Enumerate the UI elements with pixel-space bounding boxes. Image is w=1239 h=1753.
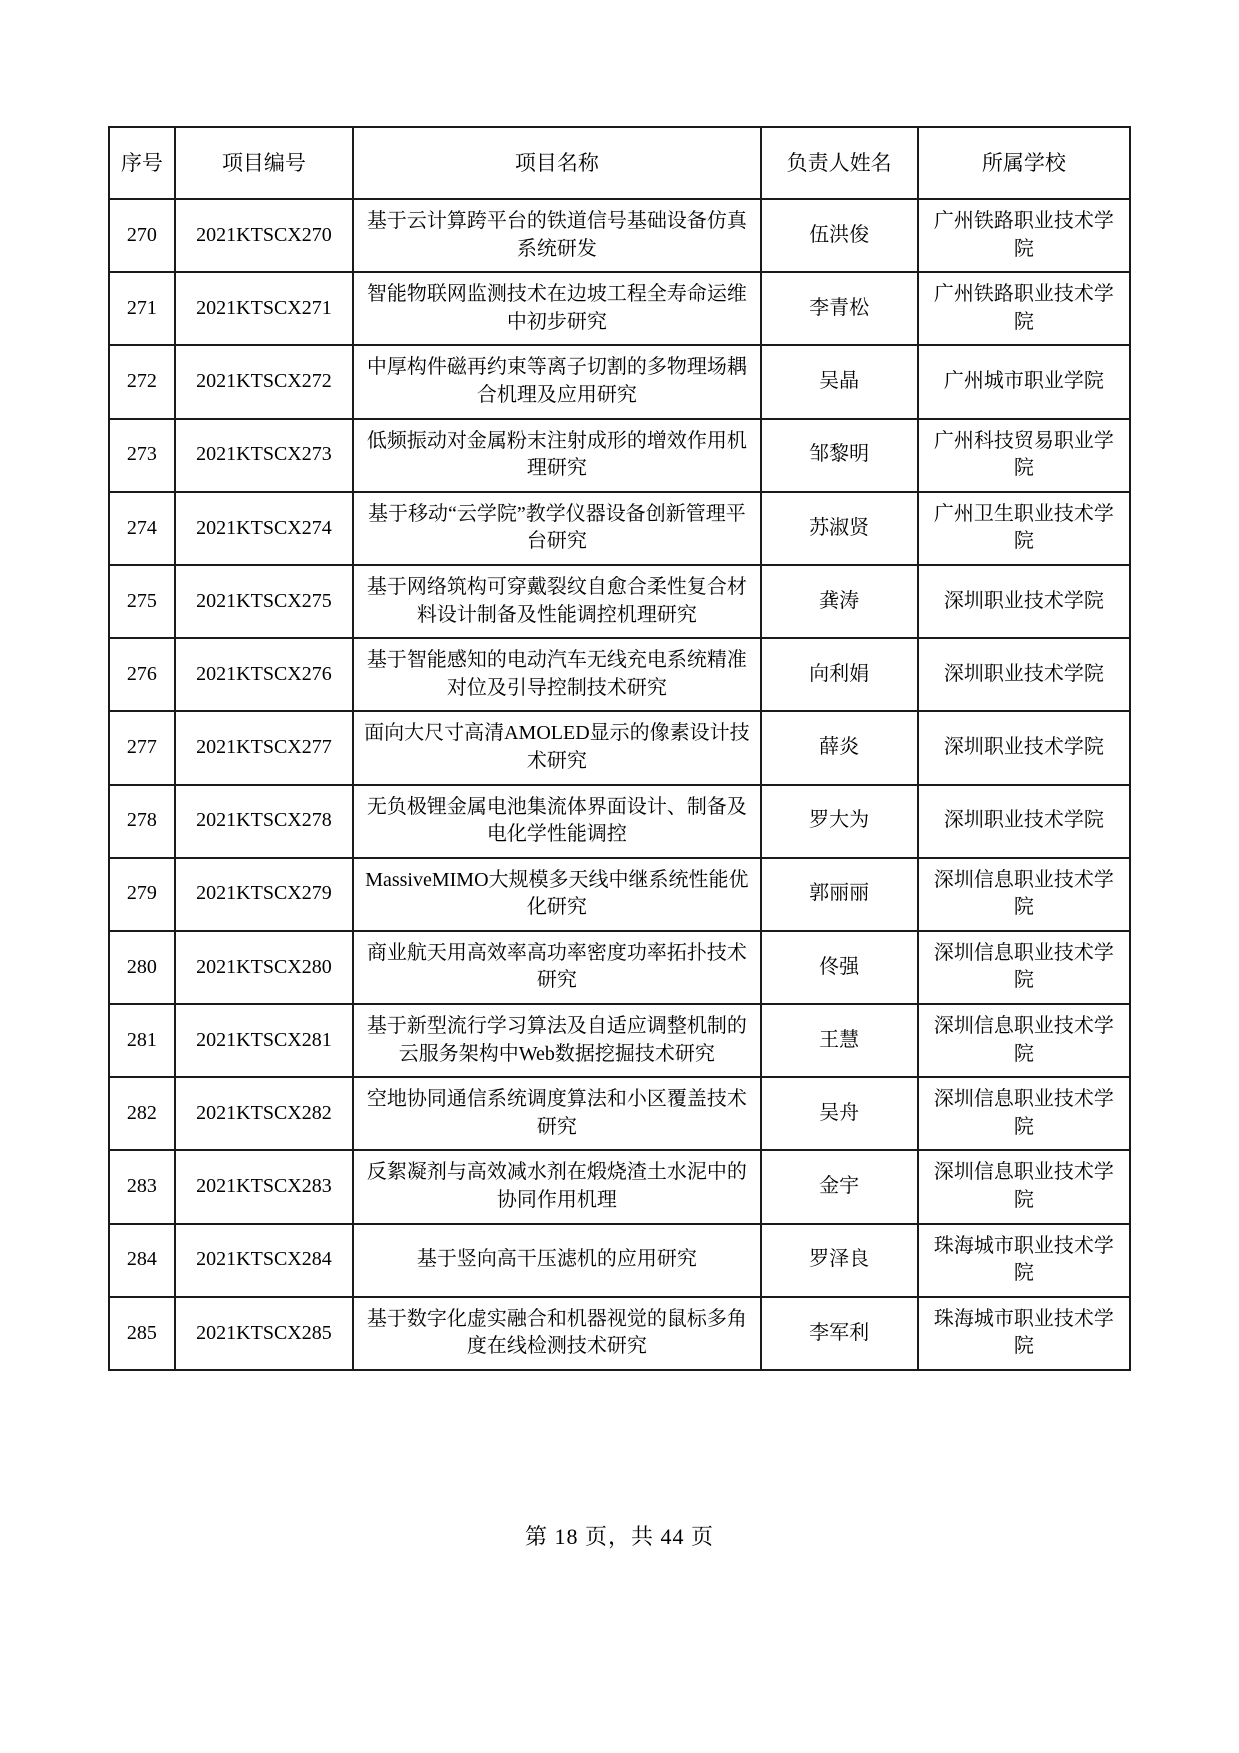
table-row <box>109 785 1130 858</box>
table-row <box>109 272 1130 345</box>
cell-leader: 罗泽良 <box>761 1224 918 1297</box>
cell-name: 中厚构件磁再约束等离子切割的多物理场耦合机理及应用研究 <box>353 345 761 418</box>
cell-leader: 金宇 <box>761 1150 918 1223</box>
cell-name: 基于云计算跨平台的铁道信号基础设备仿真系统研发 <box>353 199 761 272</box>
table-row <box>109 931 1130 1004</box>
cell-leader: 薛炎 <box>761 711 918 784</box>
cell-name: 基于新型流行学习算法及自适应调整机制的云服务架构中Web数据挖掘技术研究 <box>353 1004 761 1077</box>
table-row <box>109 1077 1130 1150</box>
cell-name: 基于网络筑构可穿戴裂纹自愈合柔性复合材料设计制备及性能调控机理研究 <box>353 565 761 638</box>
cell-name: 反絮凝剂与高效减水剂在煅烧渣土水泥中的协同作用机理 <box>353 1150 761 1223</box>
cell-code: 2021KTSCX271 <box>175 272 353 345</box>
cell-school: 广州城市职业学院 <box>918 345 1130 418</box>
cell-seq: 285 <box>109 1297 175 1370</box>
cell-seq: 281 <box>109 1004 175 1077</box>
cell-leader: 佟强 <box>761 931 918 1004</box>
cell-school: 广州科技贸易职业学院 <box>918 419 1130 492</box>
cell-leader: 李军利 <box>761 1297 918 1370</box>
cell-leader: 向利娟 <box>761 638 918 711</box>
column-header-leader: 负责人姓名 <box>761 127 918 199</box>
cell-seq: 273 <box>109 419 175 492</box>
table-row <box>109 1004 1130 1077</box>
cell-seq: 282 <box>109 1077 175 1150</box>
table-row <box>109 858 1130 931</box>
cell-leader: 李青松 <box>761 272 918 345</box>
project-list-table <box>108 126 1131 1371</box>
column-header-name: 项目名称 <box>353 127 761 199</box>
cell-code: 2021KTSCX279 <box>175 858 353 931</box>
cell-name: 面向大尺寸高清AMOLED显示的像素设计技术研究 <box>353 711 761 784</box>
cell-seq: 277 <box>109 711 175 784</box>
cell-leader: 王慧 <box>761 1004 918 1077</box>
table-row <box>109 711 1130 784</box>
table-row <box>109 1150 1130 1223</box>
cell-leader: 吴舟 <box>761 1077 918 1150</box>
column-header-seq: 序号 <box>109 127 175 199</box>
cell-school: 深圳信息职业技术学院 <box>918 931 1130 1004</box>
cell-school: 深圳信息职业技术学院 <box>918 1150 1130 1223</box>
cell-name: 智能物联网监测技术在边坡工程全寿命运维中初步研究 <box>353 272 761 345</box>
cell-code: 2021KTSCX284 <box>175 1224 353 1297</box>
cell-seq: 283 <box>109 1150 175 1223</box>
cell-school: 深圳信息职业技术学院 <box>918 1004 1130 1077</box>
cell-code: 2021KTSCX270 <box>175 199 353 272</box>
cell-code: 2021KTSCX274 <box>175 492 353 565</box>
cell-code: 2021KTSCX277 <box>175 711 353 784</box>
table-header-row <box>109 127 1130 199</box>
cell-seq: 276 <box>109 638 175 711</box>
cell-name: 空地协同通信系统调度算法和小区覆盖技术研究 <box>353 1077 761 1150</box>
cell-name: 商业航天用高效率高功率密度功率拓扑技术研究 <box>353 931 761 1004</box>
cell-school: 深圳职业技术学院 <box>918 711 1130 784</box>
cell-leader: 罗大为 <box>761 785 918 858</box>
cell-code: 2021KTSCX285 <box>175 1297 353 1370</box>
cell-code: 2021KTSCX281 <box>175 1004 353 1077</box>
cell-seq: 280 <box>109 931 175 1004</box>
table-row <box>109 345 1130 418</box>
cell-leader: 吴晶 <box>761 345 918 418</box>
cell-school: 珠海城市职业技术学院 <box>918 1297 1130 1370</box>
table-body <box>109 199 1130 1370</box>
table-row <box>109 638 1130 711</box>
cell-leader: 郭丽丽 <box>761 858 918 931</box>
cell-leader: 伍洪俊 <box>761 199 918 272</box>
cell-school: 深圳职业技术学院 <box>918 565 1130 638</box>
cell-code: 2021KTSCX273 <box>175 419 353 492</box>
cell-name: 无负极锂金属电池集流体界面设计、制备及电化学性能调控 <box>353 785 761 858</box>
cell-name: 基于数字化虚实融合和机器视觉的鼠标多角度在线检测技术研究 <box>353 1297 761 1370</box>
cell-name: 基于竖向高干压滤机的应用研究 <box>353 1224 761 1297</box>
cell-code: 2021KTSCX282 <box>175 1077 353 1150</box>
cell-school: 深圳职业技术学院 <box>918 785 1130 858</box>
cell-seq: 274 <box>109 492 175 565</box>
cell-code: 2021KTSCX275 <box>175 565 353 638</box>
cell-school: 深圳信息职业技术学院 <box>918 858 1130 931</box>
table-row <box>109 419 1130 492</box>
cell-name: MassiveMIMO大规模多天线中继系统性能优化研究 <box>353 858 761 931</box>
cell-seq: 278 <box>109 785 175 858</box>
cell-name: 基于智能感知的电动汽车无线充电系统精准对位及引导控制技术研究 <box>353 638 761 711</box>
cell-code: 2021KTSCX278 <box>175 785 353 858</box>
page-footer: 第 18 页，共 44 页 <box>524 1524 714 1549</box>
cell-seq: 270 <box>109 199 175 272</box>
table-row <box>109 199 1130 272</box>
table-row <box>109 492 1130 565</box>
cell-school: 深圳职业技术学院 <box>918 638 1130 711</box>
cell-leader: 邹黎明 <box>761 419 918 492</box>
table-row <box>109 1224 1130 1297</box>
column-header-school: 所属学校 <box>918 127 1130 199</box>
column-header-code: 项目编号 <box>175 127 353 199</box>
cell-school: 广州铁路职业技术学院 <box>918 272 1130 345</box>
cell-seq: 275 <box>109 565 175 638</box>
cell-code: 2021KTSCX280 <box>175 931 353 1004</box>
table-row <box>109 565 1130 638</box>
cell-school: 广州铁路职业技术学院 <box>918 199 1130 272</box>
cell-code: 2021KTSCX276 <box>175 638 353 711</box>
cell-seq: 272 <box>109 345 175 418</box>
table-row <box>109 1297 1130 1370</box>
cell-code: 2021KTSCX283 <box>175 1150 353 1223</box>
cell-seq: 284 <box>109 1224 175 1297</box>
cell-school: 广州卫生职业技术学院 <box>918 492 1130 565</box>
cell-leader: 龚涛 <box>761 565 918 638</box>
cell-leader: 苏淑贤 <box>761 492 918 565</box>
cell-name: 基于移动“云学院”教学仪器设备创新管理平台研究 <box>353 492 761 565</box>
cell-school: 深圳信息职业技术学院 <box>918 1077 1130 1150</box>
cell-name: 低频振动对金属粉末注射成形的增效作用机理研究 <box>353 419 761 492</box>
cell-seq: 271 <box>109 272 175 345</box>
cell-school: 珠海城市职业技术学院 <box>918 1224 1130 1297</box>
table-header <box>109 127 1130 199</box>
cell-code: 2021KTSCX272 <box>175 345 353 418</box>
cell-seq: 279 <box>109 858 175 931</box>
